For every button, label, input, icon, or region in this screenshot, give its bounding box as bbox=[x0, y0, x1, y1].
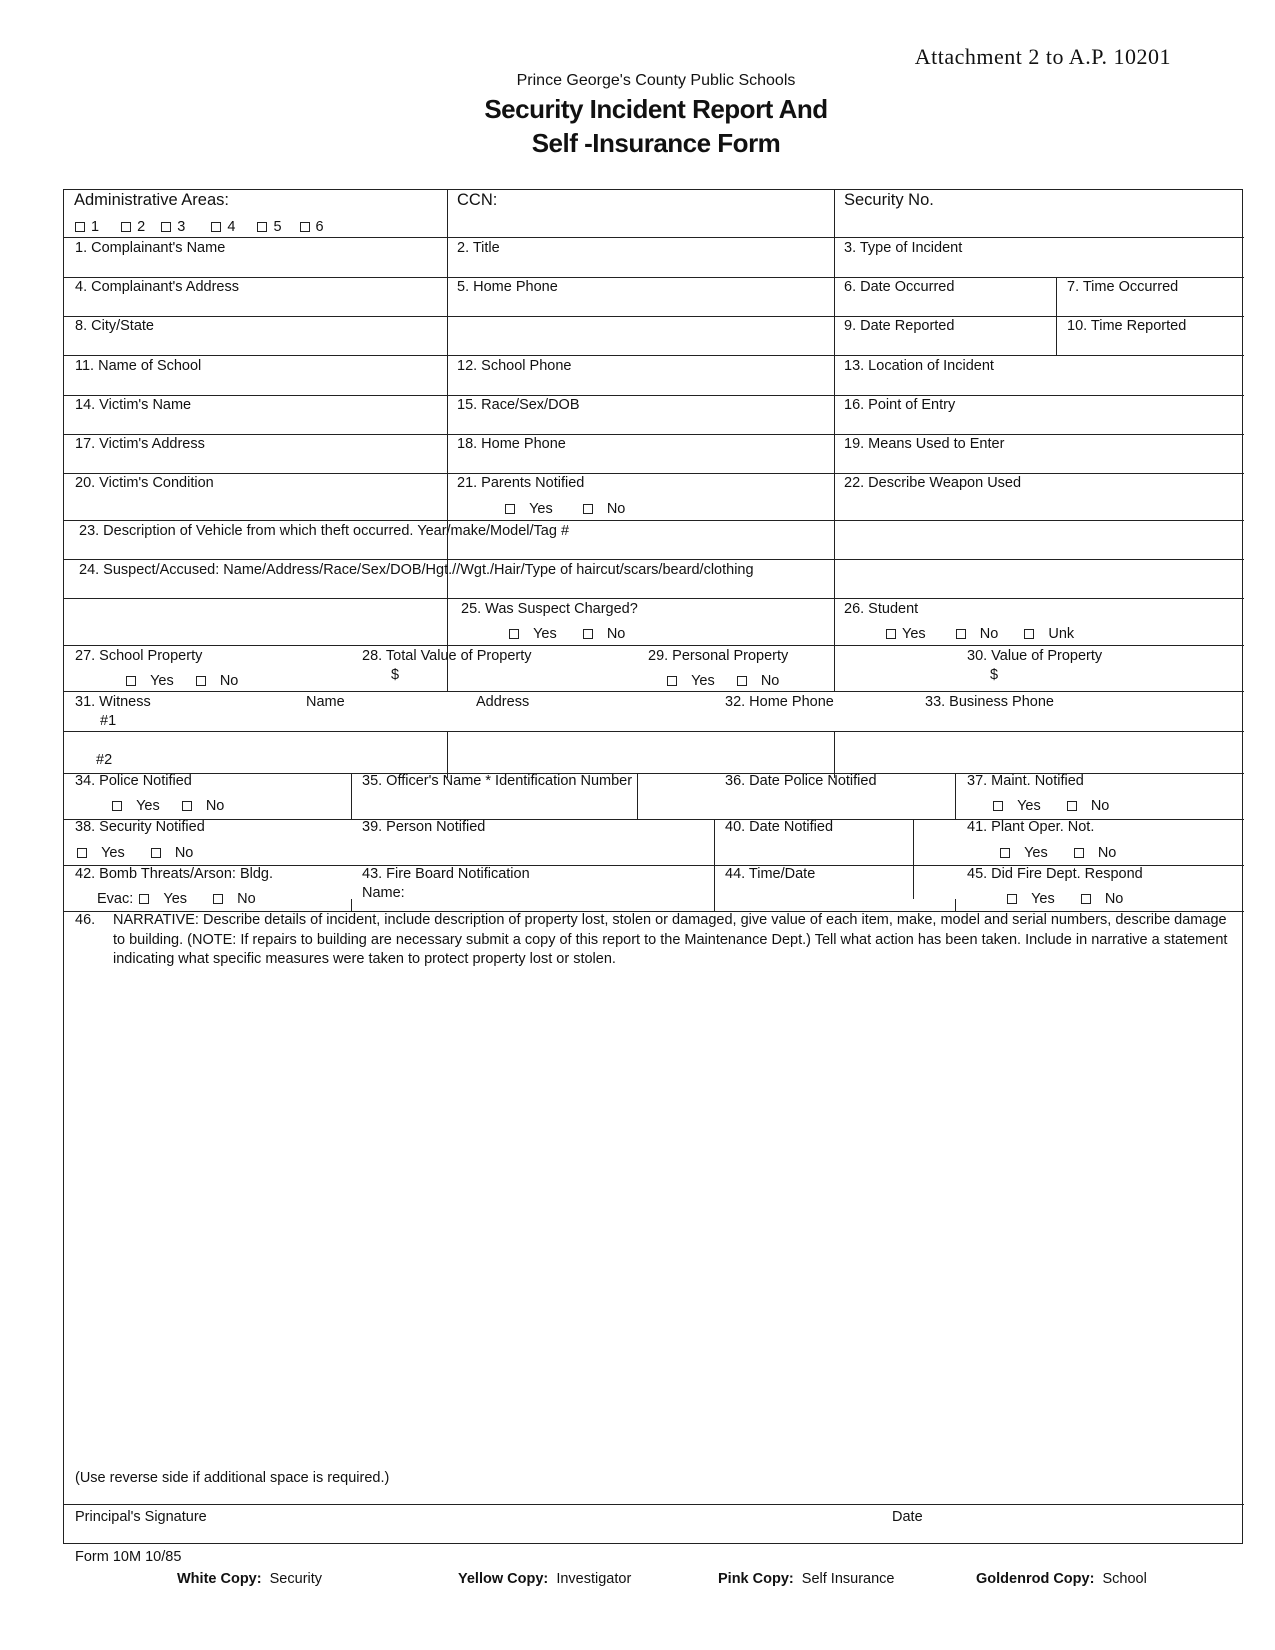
victim-home-phone-field[interactable]: 18. Home Phone bbox=[457, 436, 566, 452]
date-notified-field[interactable]: 40. Date Notified bbox=[725, 819, 834, 835]
principal-signature-field[interactable]: Principal's Signature bbox=[75, 1509, 207, 1525]
checkbox-icon[interactable] bbox=[112, 801, 122, 811]
student-label: 26. Student bbox=[844, 601, 919, 617]
area-label: 4 bbox=[227, 219, 236, 235]
maint-notified-no[interactable] bbox=[1067, 798, 1110, 815]
name-of-school-field[interactable]: 11. Name of School bbox=[75, 358, 202, 374]
suspect-charged-label: 25. Was Suspect Charged? bbox=[461, 601, 638, 617]
officer-name-field[interactable]: 35. Officer's Name * Identification Number bbox=[362, 773, 633, 789]
area-option-4[interactable] bbox=[211, 219, 235, 236]
plant-oper-no[interactable] bbox=[1074, 845, 1117, 862]
evac-yes[interactable] bbox=[139, 891, 187, 908]
maint-notified-label: 37. Maint. Notified bbox=[967, 773, 1084, 789]
plant-oper-yes[interactable] bbox=[1000, 845, 1048, 862]
bomb-threats-label: 42. Bomb Threats/Arson: Bldg. bbox=[75, 866, 274, 882]
checkbox-icon[interactable] bbox=[151, 848, 161, 858]
complainant-address-field[interactable]: 4. Complainant's Address bbox=[75, 279, 239, 295]
checkbox-icon[interactable] bbox=[121, 222, 131, 232]
checkbox-icon[interactable] bbox=[139, 894, 149, 904]
copy-goldenrod bbox=[976, 1571, 1147, 1587]
option-label: No bbox=[237, 891, 256, 907]
date-reported-field[interactable]: 9. Date Reported bbox=[844, 318, 955, 334]
police-notified-yes[interactable] bbox=[112, 798, 160, 815]
area-label: 5 bbox=[273, 219, 282, 235]
security-notified-no[interactable] bbox=[151, 845, 194, 862]
option-label: No bbox=[205, 798, 225, 814]
police-notified-label: 34. Police Notified bbox=[75, 773, 192, 789]
checkbox-icon[interactable] bbox=[1007, 894, 1017, 904]
option-label: No bbox=[1104, 891, 1124, 907]
security-notified-label: 38. Security Notified bbox=[75, 819, 205, 835]
weapon-used-field[interactable]: 22. Describe Weapon Used bbox=[844, 475, 1022, 491]
type-of-incident-field[interactable]: 3. Type of Incident bbox=[844, 240, 963, 256]
value-of-property-label: 30. Value of Property bbox=[967, 648, 1103, 664]
vehicle-description-field[interactable]: 23. Description of Vehicle from which theft occurred. Year/make/Model/Tag # bbox=[79, 523, 570, 539]
checkbox-icon[interactable] bbox=[583, 629, 593, 639]
checkbox-icon[interactable] bbox=[182, 801, 192, 811]
copy-value: School bbox=[1102, 1571, 1147, 1587]
total-value-label: 28. Total Value of Property bbox=[362, 648, 532, 664]
copy-label: White Copy: bbox=[177, 1571, 262, 1587]
checkbox-icon[interactable] bbox=[161, 222, 171, 232]
copy-value: Investigator bbox=[556, 1571, 632, 1587]
narrative-instructions: NARRATIVE: Describe details of incident, include description of property lost, stolen or damaged, give value of each item, make, model and serial numbers, describe damage to building. (NOTE: If repairs to building are necessary submit a copy of this report to the Maintenance Dept.) Tell what action has been taken. Include in narrative a statement indicating what specific measures were taken to protect property lost or stolen. bbox=[113, 912, 1228, 967]
area-option-1[interactable] bbox=[75, 219, 99, 236]
police-notified-options bbox=[112, 798, 246, 815]
option-label: Yes bbox=[1024, 845, 1048, 861]
student-options bbox=[886, 626, 1096, 643]
security-notified-yes[interactable] bbox=[77, 845, 125, 862]
area-label: 2 bbox=[137, 219, 146, 235]
means-used-to-enter-field[interactable]: 19. Means Used to Enter bbox=[844, 436, 1005, 452]
school-property-options bbox=[126, 673, 260, 690]
victim-condition-field[interactable]: 20. Victim's Condition bbox=[75, 475, 214, 491]
witness-address-header: Address bbox=[476, 694, 530, 710]
time-date-field[interactable]: 44. Time/Date bbox=[725, 866, 816, 882]
point-of-entry-field[interactable]: 16. Point of Entry bbox=[844, 397, 956, 413]
student-no[interactable] bbox=[956, 626, 999, 643]
suspect-charged-options bbox=[509, 626, 647, 643]
fire-dept-options bbox=[1007, 891, 1145, 908]
plant-oper-label: 41. Plant Oper. Not. bbox=[967, 819, 1095, 835]
parents-notified-label: 21. Parents Notified bbox=[457, 475, 585, 491]
option-label: Yes bbox=[1017, 798, 1041, 814]
signature-date-field[interactable]: Date bbox=[892, 1509, 923, 1525]
checkbox-icon[interactable] bbox=[1024, 629, 1034, 639]
security-no-label: Security No. bbox=[844, 191, 934, 209]
checkbox-icon[interactable] bbox=[1000, 848, 1010, 858]
option-label: Yes bbox=[902, 626, 926, 642]
evac-label: Evac: bbox=[97, 891, 134, 907]
person-notified-field[interactable]: 39. Person Notified bbox=[362, 819, 486, 835]
witness-business-phone-field[interactable]: 33. Business Phone bbox=[925, 694, 1054, 710]
option-label: No bbox=[979, 626, 999, 642]
area-option-6[interactable] bbox=[300, 219, 324, 236]
form-title-line-2: Self -Insurance Form bbox=[531, 128, 781, 158]
checkbox-icon[interactable] bbox=[1074, 848, 1084, 858]
area-option-3[interactable] bbox=[161, 219, 185, 236]
organization-name: Prince George's County Public Schools bbox=[516, 72, 796, 89]
personal-property-yes[interactable] bbox=[667, 673, 715, 690]
date-police-notified-field[interactable]: 36. Date Police Notified bbox=[725, 773, 877, 789]
witness-label: 31. Witness bbox=[75, 694, 151, 710]
suspect-charged-no[interactable] bbox=[583, 626, 626, 643]
maint-notified-options bbox=[993, 798, 1131, 815]
parents-notified-no[interactable] bbox=[583, 501, 626, 518]
school-property-label: 27. School Property bbox=[75, 648, 203, 664]
checkbox-icon[interactable] bbox=[211, 222, 221, 232]
personal-property-label: 29. Personal Property bbox=[648, 648, 789, 664]
value-of-property-dollar[interactable]: $ bbox=[990, 667, 999, 683]
narrative-area[interactable] bbox=[70, 975, 1235, 1455]
school-property-yes[interactable] bbox=[126, 673, 174, 690]
checkbox-icon[interactable] bbox=[583, 504, 593, 514]
security-notified-options bbox=[77, 845, 215, 862]
fire-board-label: 43. Fire Board Notification bbox=[362, 866, 530, 882]
personal-property-options bbox=[667, 673, 801, 690]
option-label: Yes bbox=[150, 673, 174, 689]
home-phone-field[interactable]: 5. Home Phone bbox=[457, 279, 558, 295]
reverse-side-note: (Use reverse side if additional space is required.) bbox=[75, 1470, 390, 1486]
form-title-line-1: Security Incident Report And bbox=[484, 94, 828, 124]
option-label: No bbox=[760, 673, 780, 689]
option-label: No bbox=[1090, 798, 1110, 814]
option-label: Yes bbox=[533, 626, 557, 642]
checkbox-icon[interactable] bbox=[126, 676, 136, 686]
option-label: No bbox=[606, 626, 626, 642]
location-of-incident-field[interactable]: 13. Location of Incident bbox=[844, 358, 994, 374]
fire-dept-label: 45. Did Fire Dept. Respond bbox=[967, 866, 1143, 882]
student-unk[interactable] bbox=[1024, 626, 1074, 643]
narrative-number: 46. bbox=[75, 912, 96, 928]
time-occurred-field[interactable]: 7. Time Occurred bbox=[1067, 279, 1179, 295]
personal-property-no[interactable] bbox=[737, 673, 780, 690]
area-label: 3 bbox=[177, 219, 186, 235]
copy-pink bbox=[718, 1571, 895, 1587]
victim-address-field[interactable]: 17. Victim's Address bbox=[75, 436, 205, 452]
city-state-field[interactable]: 8. City/State bbox=[75, 318, 154, 334]
copy-label: Goldenrod Copy: bbox=[976, 1571, 1095, 1587]
title-field[interactable]: 2. Title bbox=[457, 240, 500, 256]
checkbox-icon[interactable] bbox=[737, 676, 747, 686]
area-checkboxes bbox=[75, 219, 346, 236]
attachment-label: Attachment 2 to A.P. 10201 bbox=[914, 44, 1171, 69]
checkbox-icon[interactable] bbox=[1067, 801, 1077, 811]
option-label: Yes bbox=[163, 891, 188, 907]
maint-notified-yes[interactable] bbox=[993, 798, 1041, 815]
area-label: 6 bbox=[315, 219, 324, 235]
copy-yellow bbox=[458, 1571, 631, 1587]
option-label: Yes bbox=[1031, 891, 1055, 907]
area-label: 1 bbox=[91, 219, 100, 235]
police-notified-no[interactable] bbox=[182, 798, 225, 815]
witness-2-label[interactable]: #2 bbox=[96, 752, 113, 768]
checkbox-icon[interactable] bbox=[213, 894, 223, 904]
time-reported-field[interactable]: 10. Time Reported bbox=[1067, 318, 1187, 334]
race-sex-dob-field[interactable]: 15. Race/Sex/DOB bbox=[457, 397, 580, 413]
school-property-no[interactable] bbox=[196, 673, 239, 690]
suspect-charged-yes[interactable] bbox=[509, 626, 557, 643]
checkbox-icon[interactable] bbox=[667, 676, 677, 686]
suspect-description-field[interactable]: 24. Suspect/Accused: Name/Address/Race/Sex/DOB/Hgt.//Wgt./Hair/Type of haircut/scars/beard/clothing bbox=[79, 562, 754, 578]
checkbox-icon[interactable] bbox=[886, 629, 896, 639]
option-label: Yes bbox=[529, 501, 553, 517]
fire-board-name-field[interactable]: Name: bbox=[362, 885, 405, 901]
area-option-5[interactable] bbox=[257, 219, 281, 236]
school-phone-field[interactable]: 12. School Phone bbox=[457, 358, 572, 374]
option-label: No bbox=[606, 501, 626, 517]
option-label: Yes bbox=[691, 673, 715, 689]
checkbox-icon[interactable] bbox=[509, 629, 519, 639]
copy-label: Pink Copy: bbox=[718, 1571, 794, 1587]
fire-dept-no[interactable] bbox=[1081, 891, 1124, 908]
option-label: No bbox=[174, 845, 194, 861]
ccn-label: CCN: bbox=[457, 191, 498, 209]
checkbox-icon[interactable] bbox=[257, 222, 267, 232]
option-label: No bbox=[219, 673, 239, 689]
checkbox-icon[interactable] bbox=[505, 504, 515, 514]
total-value-dollar[interactable]: $ bbox=[391, 667, 400, 683]
checkbox-icon[interactable] bbox=[956, 629, 966, 639]
victim-name-field[interactable]: 14. Victim's Name bbox=[75, 397, 192, 413]
complainant-name-field[interactable]: 1. Complainant's Name bbox=[75, 240, 226, 256]
copy-label: Yellow Copy: bbox=[458, 1571, 549, 1587]
witness-1-label[interactable]: #1 bbox=[100, 713, 117, 729]
option-label: Yes bbox=[101, 845, 125, 861]
checkbox-icon[interactable] bbox=[196, 676, 206, 686]
copy-value: Self Insurance bbox=[801, 1571, 895, 1587]
option-label: Unk bbox=[1048, 626, 1075, 642]
checkbox-icon[interactable] bbox=[300, 222, 310, 232]
witness-name-header: Name bbox=[306, 694, 345, 710]
plant-oper-options bbox=[1000, 845, 1138, 862]
checkbox-icon[interactable] bbox=[77, 848, 87, 858]
date-occurred-field[interactable]: 6. Date Occurred bbox=[844, 279, 955, 295]
administrative-areas-label: Administrative Areas: bbox=[74, 191, 229, 209]
form-number: Form 10M 10/85 bbox=[75, 1549, 182, 1565]
evac-options bbox=[97, 891, 278, 908]
evac-no[interactable] bbox=[213, 891, 256, 908]
parents-notified-options bbox=[505, 501, 647, 518]
parents-notified-yes[interactable] bbox=[505, 501, 553, 518]
fire-dept-yes[interactable] bbox=[1007, 891, 1055, 908]
witness-home-phone-field[interactable]: 32. Home Phone bbox=[725, 694, 834, 710]
option-label: No bbox=[1097, 845, 1117, 861]
option-label: Yes bbox=[136, 798, 160, 814]
student-yes[interactable] bbox=[886, 626, 926, 643]
copy-white bbox=[177, 1571, 322, 1587]
checkbox-icon[interactable] bbox=[1081, 894, 1091, 904]
copy-value: Security bbox=[269, 1571, 323, 1587]
checkbox-icon[interactable] bbox=[993, 801, 1003, 811]
area-option-2[interactable] bbox=[121, 219, 145, 236]
checkbox-icon[interactable] bbox=[75, 222, 85, 232]
